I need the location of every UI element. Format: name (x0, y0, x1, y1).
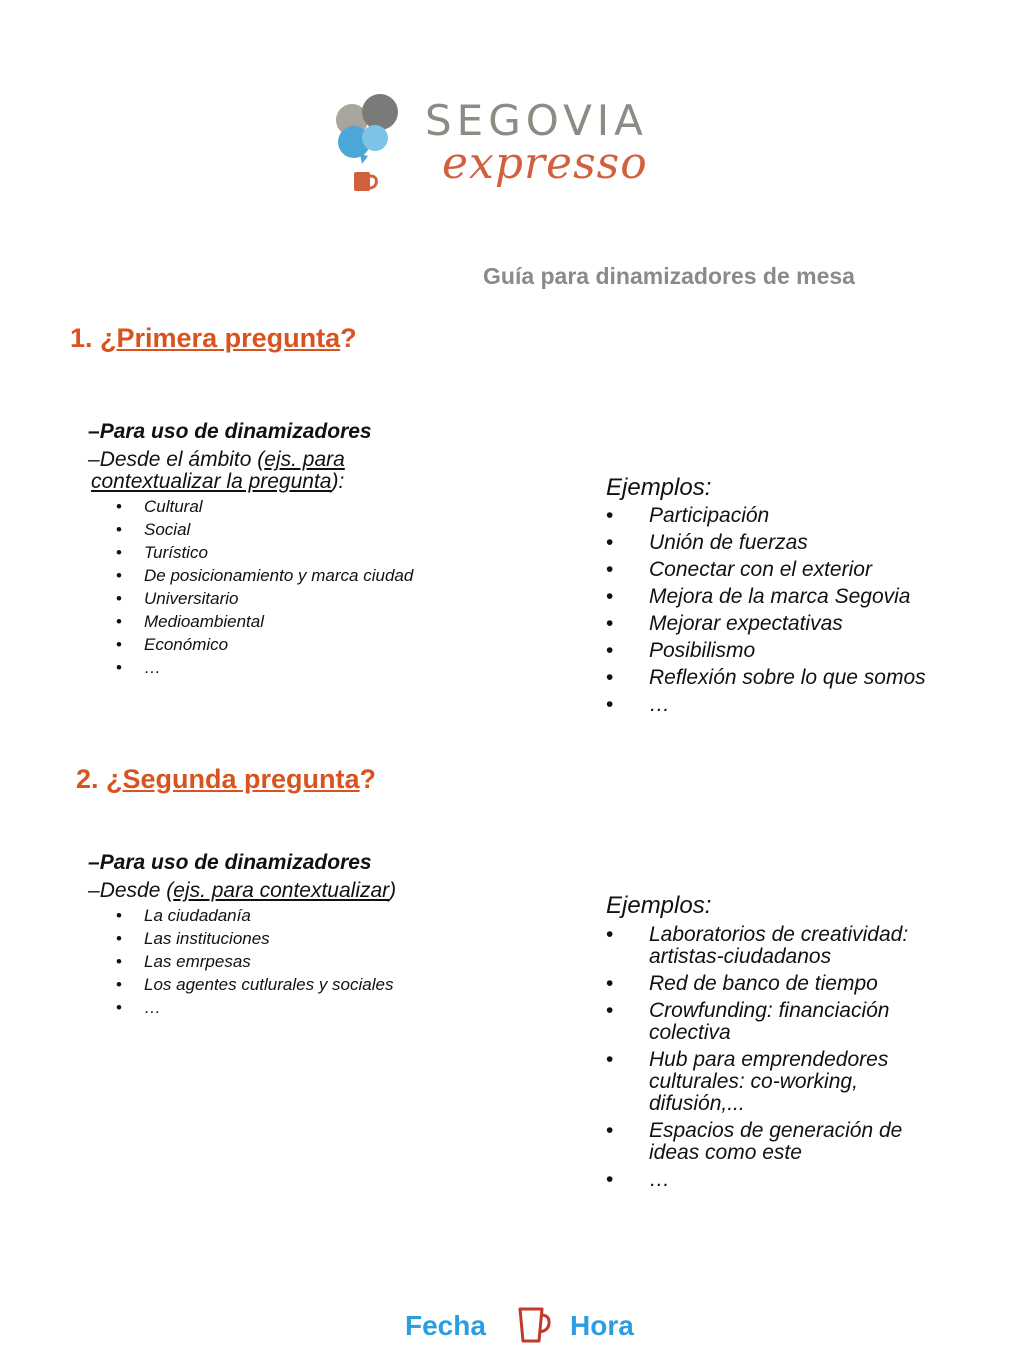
list-item: • Espacios de generación de ideas como este (606, 1120, 936, 1164)
list-item: • Turístico (116, 541, 413, 564)
list-item: • Cultural (116, 495, 413, 518)
list-item: • Hub para emprendedores culturales: co-working, difusión,... (606, 1049, 936, 1115)
page-subtitle: Guía para dinamizadores de mesa (483, 263, 855, 289)
list-item: • Mejorar expectativas (606, 613, 936, 635)
question-1-suffix: ? (340, 323, 357, 353)
list-item: • Conectar con el exterior (606, 559, 936, 581)
list-item: • Mejora de la marca Segovia (606, 586, 936, 608)
list-item: • Económico (116, 633, 413, 656)
question-1-title: Primera pregunta (116, 323, 341, 353)
q1-ejemplos-title: Ejemplos: (606, 474, 712, 501)
list-item: • Unión de fuerzas (606, 532, 936, 554)
list-item: • Social (116, 518, 413, 541)
logo-wordmark: SEGOVIA (425, 96, 648, 145)
list-item: • Posibilismo (606, 640, 936, 662)
question-1-heading (70, 323, 357, 354)
list-item: • … (606, 1169, 936, 1191)
logo-script: expresso (442, 138, 648, 189)
q1-desde-link-b: contextualizar la pregunta (91, 470, 332, 493)
q1-desde-prefix: Desde el ámbito ( (99, 448, 265, 471)
q2-desde-line: –Desde (ejs. para contextualizar) (88, 879, 397, 902)
q2-desde-prefix: Desde ( (99, 879, 174, 902)
list-item: • Laboratorios de creatividad: artistas-ciudadanos (606, 924, 936, 968)
cup-icon (512, 1303, 556, 1347)
list-item: • Los agentes cutlurales y sociales (116, 973, 393, 996)
footer-time: Hora (570, 1310, 634, 1341)
list-item: • Universitario (116, 587, 413, 610)
segovia-expresso-logo (330, 92, 675, 202)
q1-uso-text: Para uso de dinamizadores (99, 420, 372, 443)
q2-uso-text: Para uso de dinamizadores (99, 851, 372, 874)
list-item: • Red de banco de tiempo (606, 973, 936, 995)
list-item: • … (116, 996, 393, 1019)
q2-ejemplos-list (606, 924, 936, 1196)
q2-desde-link: ejs. para contextualizar (173, 879, 390, 902)
question-1-prefix: 1. ¿ (70, 323, 117, 353)
list-item: • Participación (606, 505, 936, 527)
question-2-title: Segunda pregunta (122, 764, 360, 794)
q1-desde-suffix: ): (331, 470, 345, 493)
list-item: • Crowfunding: financiación colectiva (606, 1000, 936, 1044)
question-2-heading (76, 764, 376, 795)
q1-desde-link-a: ejs. para (264, 448, 345, 471)
q2-ejemplos-title: Ejemplos: (606, 892, 712, 919)
q1-ambito-list (116, 495, 413, 679)
q1-ejemplos-list (606, 505, 936, 721)
list-item: • De posicionamiento y marca ciudad (116, 564, 413, 587)
question-2-suffix: ? (359, 764, 377, 794)
speech-bubbles-icon (330, 92, 425, 202)
list-item: • Medioambiental (116, 610, 413, 633)
question-2-prefix: 2. ¿ (76, 764, 123, 794)
q1-desde-line: –Desde el ámbito (ejs. para (88, 448, 345, 471)
q2-desde-suffix: ) (389, 879, 397, 902)
list-item: • La ciudadanía (116, 904, 393, 927)
q1-uso-line: –Para uso de dinamizadores (88, 420, 372, 443)
footer (0, 1303, 1024, 1353)
list-item: • … (606, 694, 936, 716)
q2-uso-line: –Para uso de dinamizadores (88, 851, 372, 874)
list-item: • Reflexión sobre lo que somos (606, 667, 936, 689)
list-item: • Las instituciones (116, 927, 393, 950)
list-item: • Las emrpesas (116, 950, 393, 973)
q2-desde-list (116, 904, 393, 1019)
q1-desde-line-2 (91, 470, 344, 494)
list-item: • … (116, 656, 413, 679)
footer-date: Fecha (405, 1310, 486, 1341)
